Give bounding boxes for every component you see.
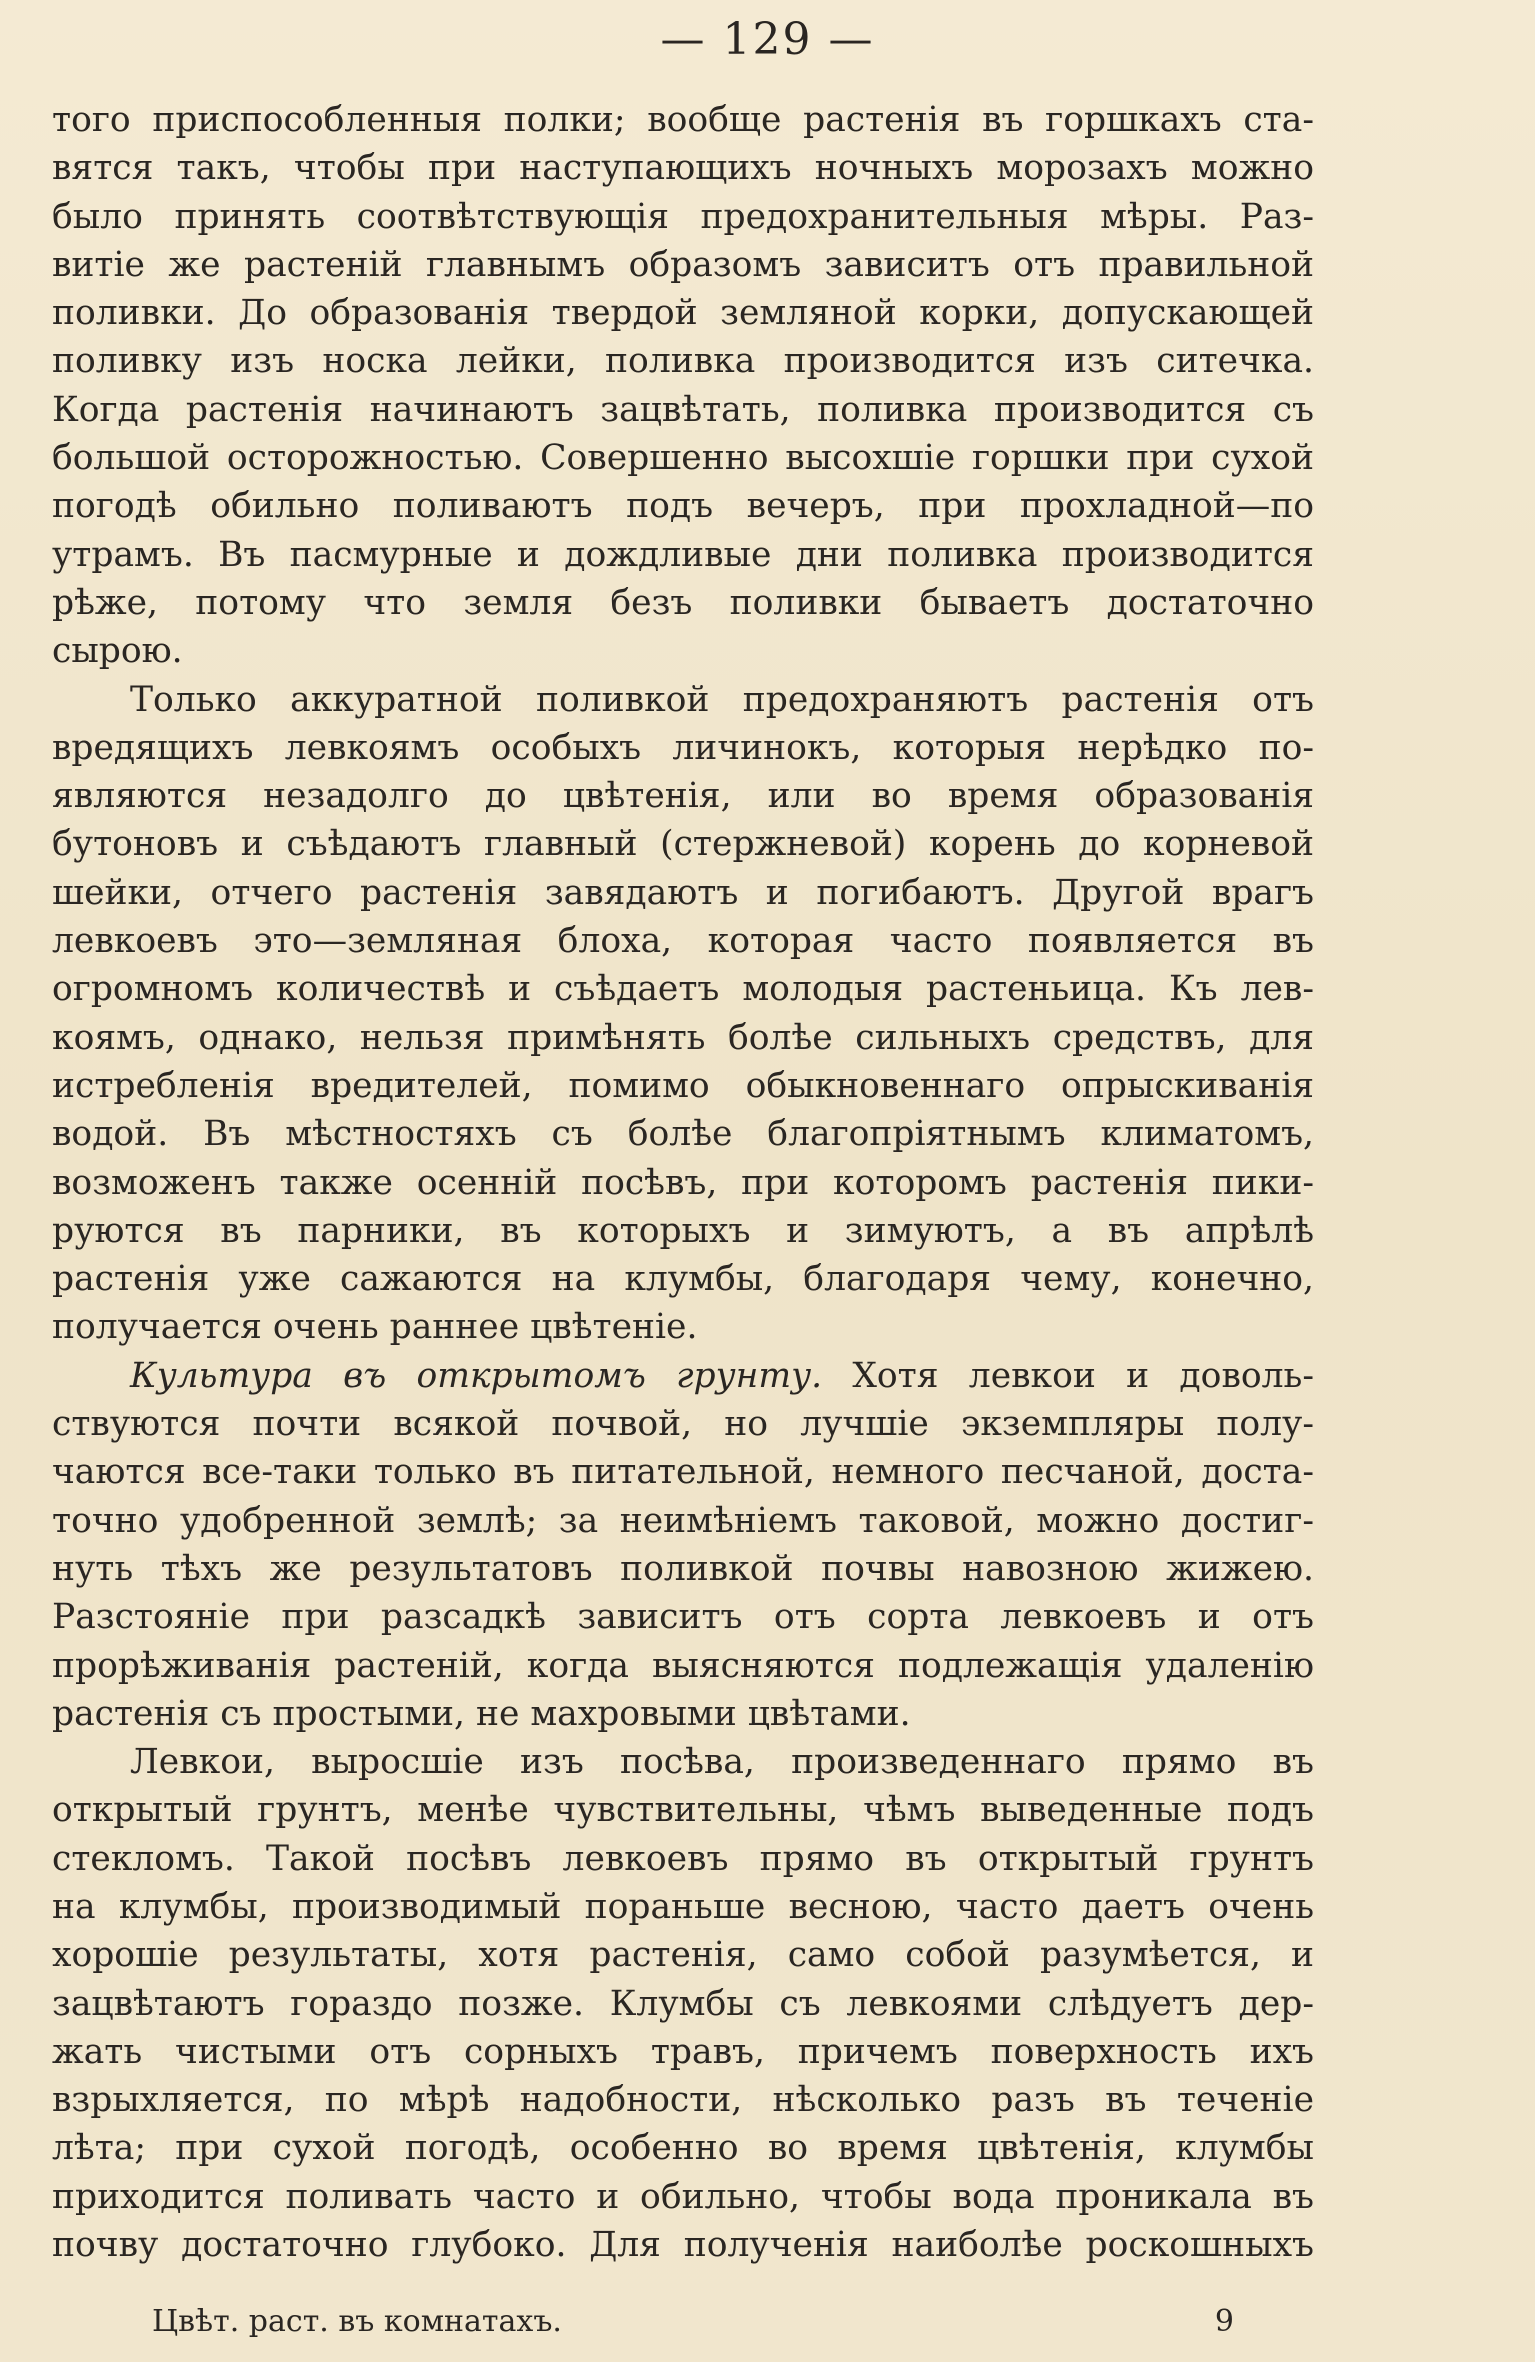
text-line: поливки. До образованія твердой земляной корки, допускающей xyxy=(52,293,1314,334)
text-line: сырою. xyxy=(52,631,183,672)
paragraph-2 xyxy=(52,676,1314,1352)
footer-signature: Цвѣт. раст. въ комнатахъ. xyxy=(152,2304,562,2339)
text-line: растенія съ простыми, не махровыми цвѣтами. xyxy=(52,1693,911,1734)
paragraph-1 xyxy=(52,96,1314,676)
page-footer xyxy=(52,2300,1314,2344)
section-heading: Культура въ открытомъ грунту. xyxy=(130,1355,823,1396)
text-line: руются въ парники, въ которыхъ и зимуютъ, а въ апрѣлѣ xyxy=(52,1210,1314,1251)
text-line: возможенъ также осенній посѣвъ, при которомъ растенія пики- xyxy=(52,1162,1314,1203)
paragraph-3 xyxy=(52,1352,1314,1738)
text-line: левкоевъ это—земляная блоха, которая часто появляется въ xyxy=(52,921,1314,962)
body-text xyxy=(52,96,1314,2269)
text-line: точно удобренной землѣ; за неимѣніемъ таковой, можно достиг- xyxy=(52,1500,1314,1541)
text-line: погодѣ обильно поливаютъ подъ вечеръ, при прохладной—по xyxy=(52,486,1314,527)
text-line: Левкои, выросшіе изъ посѣва, произведеннаго прямо въ xyxy=(130,1742,1314,1783)
text-line: хорошіе результаты, хотя растенія, само собой разумѣется, и xyxy=(52,1935,1314,1976)
text-run: Хотя левкои и доволь- xyxy=(852,1355,1314,1396)
text-line: водой. Въ мѣстностяхъ съ болѣе благопріятнымъ климатомъ, xyxy=(52,1114,1314,1155)
text-line-with-heading xyxy=(52,1352,1314,1400)
text-line: растенія уже сажаются на клумбы, благодаря чему, конечно, xyxy=(52,1259,1314,1300)
text-line: лѣта; при сухой погодѣ, особенно во время цвѣтенія, клумбы xyxy=(52,2128,1314,2169)
sheet-mark: 9 xyxy=(1214,2304,1234,2339)
text-line: чаются все-таки только въ питательной, немного песчаной, доста- xyxy=(52,1452,1314,1493)
text-line: вятся такъ, чтобы при наступающихъ ночныхъ морозахъ можно xyxy=(52,148,1314,189)
text-line: Только аккуратной поливкой предохраняютъ растенія отъ xyxy=(130,679,1314,720)
text-line: бутоновъ и съѣдаютъ главный (стержневой) корень до корневой xyxy=(52,824,1314,865)
text-line: рѣже, потому что земля безъ поливки бываетъ достаточно xyxy=(52,582,1314,623)
text-line: того приспособленныя полки; вообще растенія въ горшкахъ ста- xyxy=(52,100,1314,140)
text-line: коямъ, однако, нельзя примѣнять болѣе сильныхъ средствъ, для xyxy=(52,1017,1314,1058)
text-line: взрыхляется, по мѣрѣ надобности, нѣсколько разъ въ теченіе xyxy=(52,2080,1314,2121)
text-line: получается очень раннее цвѣтеніе. xyxy=(52,1307,698,1348)
text-line: зацвѣтаютъ гораздо позже. Клумбы съ левкоями слѣдуетъ дер- xyxy=(52,1983,1314,2024)
text-line: шейки, отчего растенія завядаютъ и погибаютъ. Другой врагъ xyxy=(52,872,1314,913)
text-line: огромномъ количествѣ и съѣдаетъ молодыя растеньица. Къ лев- xyxy=(52,969,1314,1010)
text-line: большой осторожностью. Совершенно высохшіе горшки при сухой xyxy=(52,438,1314,479)
text-line: нуть тѣхъ же результатовъ поливкой почвы навозною жижею. xyxy=(52,1548,1314,1589)
text-line: стекломъ. Такой посѣвъ левкоевъ прямо въ открытый грунтъ xyxy=(52,1838,1314,1879)
text-line: ствуются почти всякой почвой, но лучшіе экземпляры полу- xyxy=(52,1404,1314,1445)
paragraph-4 xyxy=(52,1738,1314,2269)
text-line: Разстояніе при разсадкѣ зависитъ отъ сорта левкоевъ и отъ xyxy=(52,1597,1314,1638)
text-line: открытый грунтъ, менѣе чувствительны, чѣмъ выведенные подъ xyxy=(52,1790,1314,1831)
text-line: являются незадолго до цвѣтенія, или во время образованія xyxy=(52,776,1314,817)
text-line: приходится поливать часто и обильно, чтобы вода проникала въ xyxy=(52,2176,1314,2217)
text-line: утрамъ. Въ пасмурные и дождливые дни поливка производится xyxy=(52,534,1314,575)
text-line: витіе же растеній главнымъ образомъ зависитъ отъ правильной xyxy=(52,244,1314,285)
text-line: почву достаточно глубоко. Для полученія наиболѣе роскошныхъ xyxy=(52,2225,1314,2266)
text-line: вредящихъ левкоямъ особыхъ личинокъ, которыя нерѣдко по- xyxy=(52,727,1314,768)
text-line: поливку изъ носка лейки, поливка производится изъ ситечка. xyxy=(52,341,1314,382)
text-line: прорѣживанія растеній, когда выясняются подлежащія удаленію xyxy=(52,1645,1314,1686)
text-line: на клумбы, производимый пораньше весною, часто даетъ очень xyxy=(52,1886,1314,1927)
text-line: было принять соотвѣтствующія предохранительныя мѣры. Раз- xyxy=(52,196,1314,237)
text-line: жать чистыми отъ сорныхъ травъ, причемъ поверхность ихъ xyxy=(52,2031,1314,2072)
text-line: истребленія вредителей, помимо обыкновеннаго опрыскиванія xyxy=(52,1065,1314,1106)
text-line: Когда растенія начинаютъ зацвѣтать, поливка производится съ xyxy=(52,389,1314,430)
page-number: — 129 — xyxy=(660,14,875,65)
